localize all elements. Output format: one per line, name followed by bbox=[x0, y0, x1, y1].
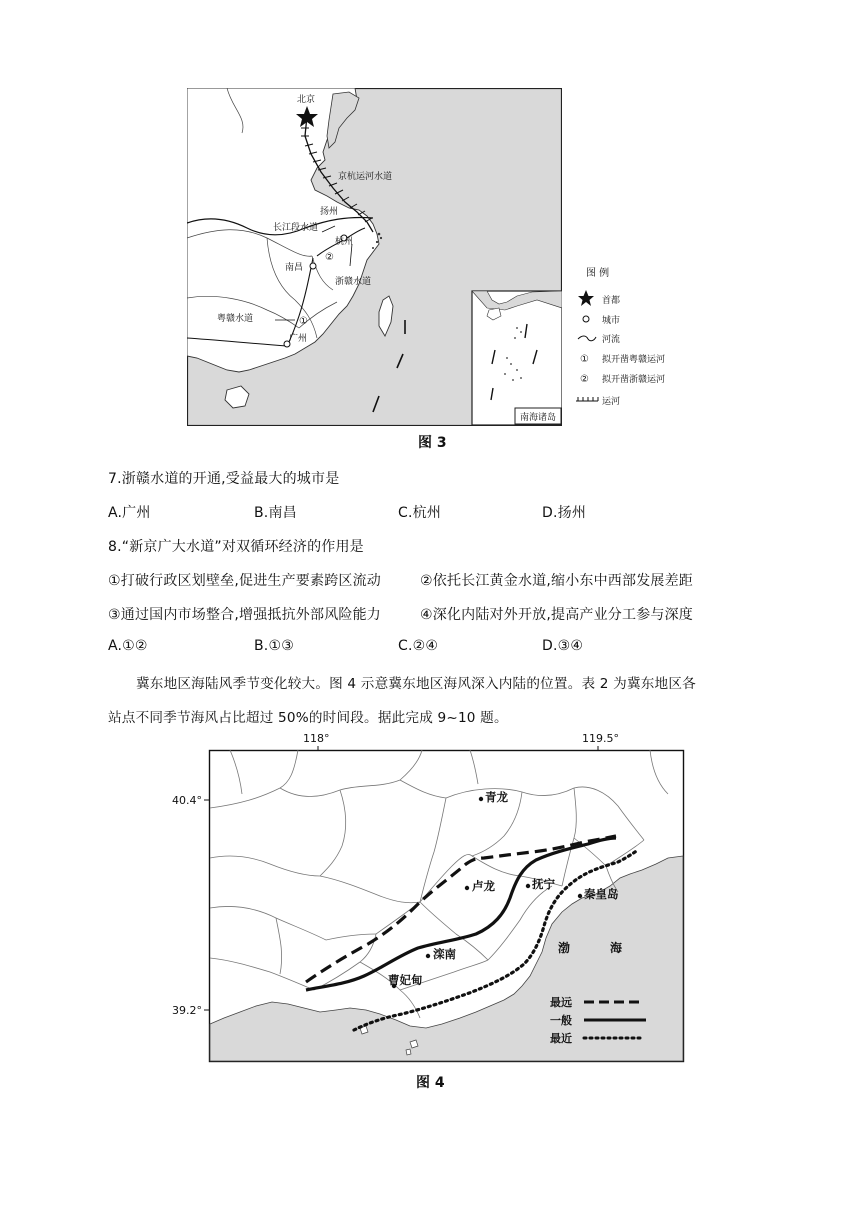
q7-option-a: A.广州 bbox=[108, 505, 151, 521]
legend4-farthest-label: 最远 bbox=[550, 996, 572, 1009]
axis-lat-40-4: 40.4° bbox=[172, 794, 202, 807]
label-guangzhou: 广州 bbox=[289, 334, 308, 344]
q8-statement-4: ④深化内陆对外开放,提高产业分工参与深度 bbox=[420, 607, 693, 623]
legend-canal: 运河 bbox=[602, 397, 621, 407]
legend-star-icon bbox=[578, 290, 594, 306]
label-changjiang: 长江段水道 bbox=[273, 223, 319, 233]
label-south-sea: 南海诸岛 bbox=[520, 413, 557, 423]
q7-stem: 7.浙赣水道的开通,受益最大的城市是 bbox=[108, 471, 340, 487]
figure3-map bbox=[187, 88, 562, 426]
label-caofeidian: 曹妃甸 bbox=[388, 973, 423, 987]
label-lulong: 卢龙 bbox=[472, 879, 495, 893]
label-beijing: 北京 bbox=[297, 95, 316, 105]
q8-option-c: C.②④ bbox=[398, 638, 439, 654]
south-sea-inset bbox=[472, 291, 562, 425]
q7-option-d: D.扬州 bbox=[542, 505, 587, 521]
q7-option-b: B.南昌 bbox=[254, 505, 297, 521]
legend-title: 图 例 bbox=[586, 268, 610, 279]
legend4-nearest-label: 最近 bbox=[550, 1032, 572, 1045]
figure3-legend bbox=[572, 262, 692, 412]
q8-statement-1: ①打破行政区划壁垒,促进生产要素跨区流动 bbox=[108, 573, 381, 589]
label-hangzhou: 杭州 bbox=[335, 237, 354, 247]
legend4-general-label: 一般 bbox=[550, 1014, 572, 1027]
label-jinghang: 京杭运河水道 bbox=[338, 172, 393, 182]
q8-option-d: D.③④ bbox=[542, 638, 584, 654]
legend-zhegan: 拟开凿浙赣运河 bbox=[602, 375, 666, 385]
label-yuegan: 粤赣水道 bbox=[217, 314, 254, 324]
axis-lat-39-2: 39.2° bbox=[172, 1004, 202, 1017]
legend-marker1: ① bbox=[580, 354, 589, 365]
legend-river-icon bbox=[578, 336, 596, 341]
label-yangzhou: 扬州 bbox=[320, 207, 339, 217]
intro-line-2: 站点不同季节海风占比超过 50%的时间段。据此完成 9~10 题。 bbox=[108, 710, 508, 726]
legend-city: 城市 bbox=[602, 316, 621, 326]
legend-river: 河流 bbox=[602, 335, 621, 345]
label-luannan: 滦南 bbox=[433, 947, 456, 961]
label-qinhuangdao: 秦皇岛 bbox=[584, 887, 619, 901]
label-zhegan: 浙赣水道 bbox=[335, 277, 372, 287]
axis-lon-119-5: 119.5° bbox=[582, 732, 619, 745]
q8-option-a: A.①② bbox=[108, 638, 148, 654]
figure4-caption: 图 4 bbox=[416, 1075, 445, 1091]
legend-city-icon bbox=[583, 316, 589, 322]
label-nanchang: 南昌 bbox=[285, 263, 304, 273]
q8-statement-3: ③通过国内市场整合,增强抵抗外部风险能力 bbox=[108, 607, 381, 623]
label-funing: 抚宁 bbox=[532, 877, 555, 891]
legend-marker2: ② bbox=[580, 374, 589, 385]
label-qinglong: 青龙 bbox=[485, 790, 508, 804]
legend-capital: 首都 bbox=[602, 296, 621, 306]
nanchang-marker bbox=[310, 263, 316, 269]
label-circle2: ② bbox=[325, 252, 334, 263]
axis-lon-118: 118° bbox=[303, 732, 330, 745]
q8-statement-2: ②依托长江黄金水道,缩小东中西部发展差距 bbox=[420, 573, 693, 589]
figure3-caption: 图 3 bbox=[418, 435, 447, 451]
q7-option-c: C.杭州 bbox=[398, 505, 442, 521]
legend-canal-icon bbox=[576, 397, 598, 401]
label-circle1: ① bbox=[299, 316, 308, 327]
label-bohai-1: 渤 bbox=[558, 941, 571, 955]
intro-line-1: 冀东地区海陆风季节变化较大。图 4 示意冀东地区海风深入内陆的位置。表 2 为冀东地区各 bbox=[136, 676, 696, 692]
figure4-map bbox=[170, 728, 690, 1066]
label-bohai-2: 海 bbox=[610, 941, 623, 955]
legend-yuegan: 拟开凿粤赣运河 bbox=[602, 355, 666, 365]
q8-stem: 8.“新京广大水道”对双循环经济的作用是 bbox=[108, 539, 364, 555]
q8-option-b: B.①③ bbox=[254, 638, 294, 654]
